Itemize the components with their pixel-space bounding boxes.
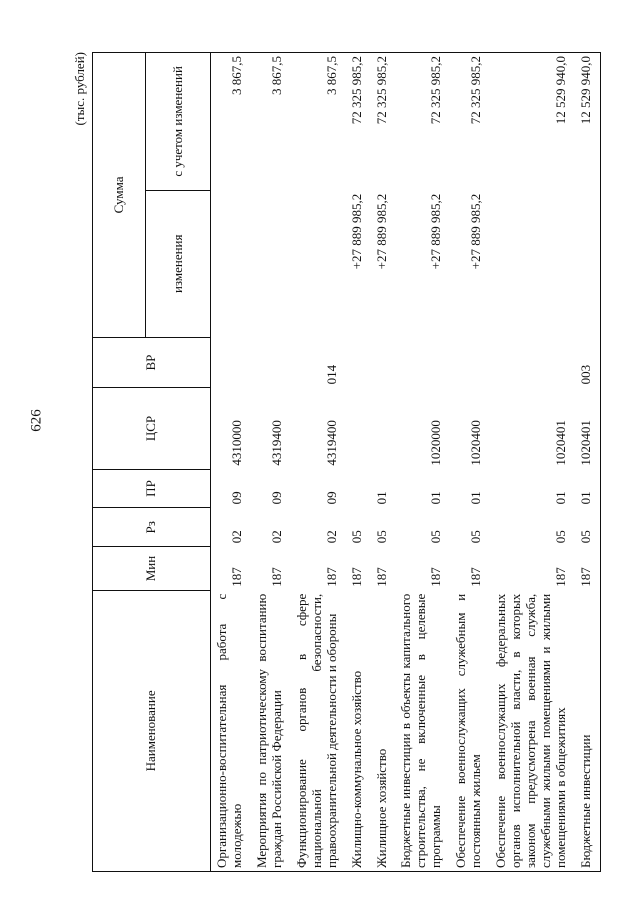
row-vr — [490, 337, 575, 388]
row-name: Функционирование органов в сфере национальной безопасности, правоохранительной деятельности и обороны — [291, 590, 346, 871]
row-pr: 01 — [428, 491, 444, 505]
table-row — [346, 53, 371, 872]
row-rz: 05 — [348, 530, 364, 544]
row-vr — [251, 337, 291, 388]
row-changes — [490, 190, 575, 337]
row-vr — [346, 337, 371, 388]
rotated-page — [72, 52, 602, 872]
row-total: 72 325 985,2 — [346, 53, 371, 191]
row-rz: 05 — [552, 530, 568, 544]
row-min: 187 — [575, 547, 600, 591]
row-pr: 09 — [323, 491, 339, 505]
row-csr — [371, 388, 396, 469]
table-header-row — [93, 53, 146, 872]
row-changes — [575, 190, 600, 337]
row-rz: 05 — [428, 530, 444, 544]
row-csr — [346, 388, 371, 469]
row-min: 187 — [228, 567, 244, 587]
row-pr: 01 — [552, 491, 568, 505]
row-csr: 4310000 — [228, 420, 244, 466]
row-min: 187 — [552, 567, 568, 587]
table-row — [575, 53, 600, 872]
row-rz: 02 — [228, 530, 244, 544]
row-total: 12 529 940,0 — [490, 53, 575, 191]
row-name: Обеспечение военнослужащих служебным и постоянным жильем — [450, 590, 490, 871]
row-total: 72 325 985,2 — [395, 53, 450, 191]
row-changes: +27 889 985,2 — [468, 193, 484, 270]
row-rz: 05 — [468, 530, 484, 544]
row-min: 187 — [428, 567, 444, 587]
row-name: Бюджетные инвестиции — [575, 590, 600, 871]
row-rz: 02 — [323, 530, 339, 544]
row-changes — [211, 190, 251, 337]
row-csr: 1020401 — [575, 388, 600, 469]
row-total: 3 867,5 — [291, 53, 346, 191]
table-body — [211, 53, 601, 872]
header-changes: изменения — [146, 190, 211, 337]
table-row — [490, 53, 575, 872]
page-number: 626 — [28, 409, 45, 432]
row-total: 3 867,5 — [251, 53, 291, 191]
row-changes: +27 889 985,2 — [348, 193, 364, 270]
table-row — [211, 53, 251, 872]
row-min: 187 — [373, 567, 389, 587]
row-rz: 05 — [373, 530, 389, 544]
row-min: 187 — [468, 567, 484, 587]
row-vr — [371, 337, 396, 388]
row-name: Обеспечение военнослужащих федеральных органов исполнительной власти, в которых законом предусмотрена военная служба, служебными жилыми помещениями и жилыми помещениями в общежитиях — [490, 590, 575, 871]
header-with-changes: с учетом изменений — [146, 53, 211, 191]
table-row — [291, 53, 346, 872]
row-changes: +27 889 985,2 — [428, 193, 444, 270]
header-min: Мин — [93, 547, 211, 591]
header-vr: ВР — [93, 337, 211, 388]
row-vr: 014 — [323, 364, 339, 385]
header-name: Наименование — [93, 590, 211, 871]
row-min: 187 — [348, 567, 364, 587]
row-total: 3 867,5 — [211, 53, 251, 191]
budget-table — [92, 52, 601, 872]
row-total: 12 529 940,0 — [575, 53, 600, 191]
row-total: 72 325 985,2 — [450, 53, 490, 191]
row-rz: 05 — [575, 508, 600, 547]
table-row — [251, 53, 291, 872]
header-pr: ПР — [93, 469, 211, 508]
units-label: (тыс. рублей) — [72, 52, 87, 126]
row-csr: 1020401 — [552, 420, 568, 466]
row-vr — [395, 337, 450, 388]
row-changes — [291, 190, 346, 337]
row-csr: 1020000 — [428, 420, 444, 466]
row-pr: 09 — [268, 491, 284, 505]
row-min: 187 — [323, 567, 339, 587]
header-sum: Сумма — [93, 53, 146, 338]
row-csr: 4319400 — [268, 420, 284, 466]
row-changes — [251, 190, 291, 337]
table-row — [395, 53, 450, 872]
row-pr: 01 — [575, 469, 600, 508]
header-rz: Рз — [93, 508, 211, 547]
table-row — [371, 53, 396, 872]
row-total: 72 325 985,2 — [371, 53, 396, 191]
row-csr: 4319400 — [323, 420, 339, 466]
row-csr: 1020400 — [468, 420, 484, 466]
row-changes: +27 889 985,2 — [373, 193, 389, 270]
header-csr: ЦСР — [93, 388, 211, 469]
row-pr: 01 — [373, 491, 389, 505]
table-row — [450, 53, 490, 872]
row-pr: 01 — [468, 491, 484, 505]
row-name: Бюджетные инвестиции в объекты капитального строительства, не включенные в целевые программы — [395, 590, 450, 871]
row-vr — [450, 337, 490, 388]
row-vr — [211, 337, 251, 388]
row-vr: 003 — [575, 337, 600, 388]
row-pr — [346, 469, 371, 508]
row-name: Организационно-воспитательная работа с молодежью — [211, 590, 251, 871]
row-name: Жилищно-коммунальное хозяйство — [346, 590, 371, 871]
row-name: Мероприятия по патриотическому воспитанию граждан Российской Федерации — [251, 590, 291, 871]
row-name: Жилищное хозяйство — [371, 590, 396, 871]
row-pr: 09 — [228, 491, 244, 505]
row-min: 187 — [268, 567, 284, 587]
row-rz: 02 — [268, 530, 284, 544]
